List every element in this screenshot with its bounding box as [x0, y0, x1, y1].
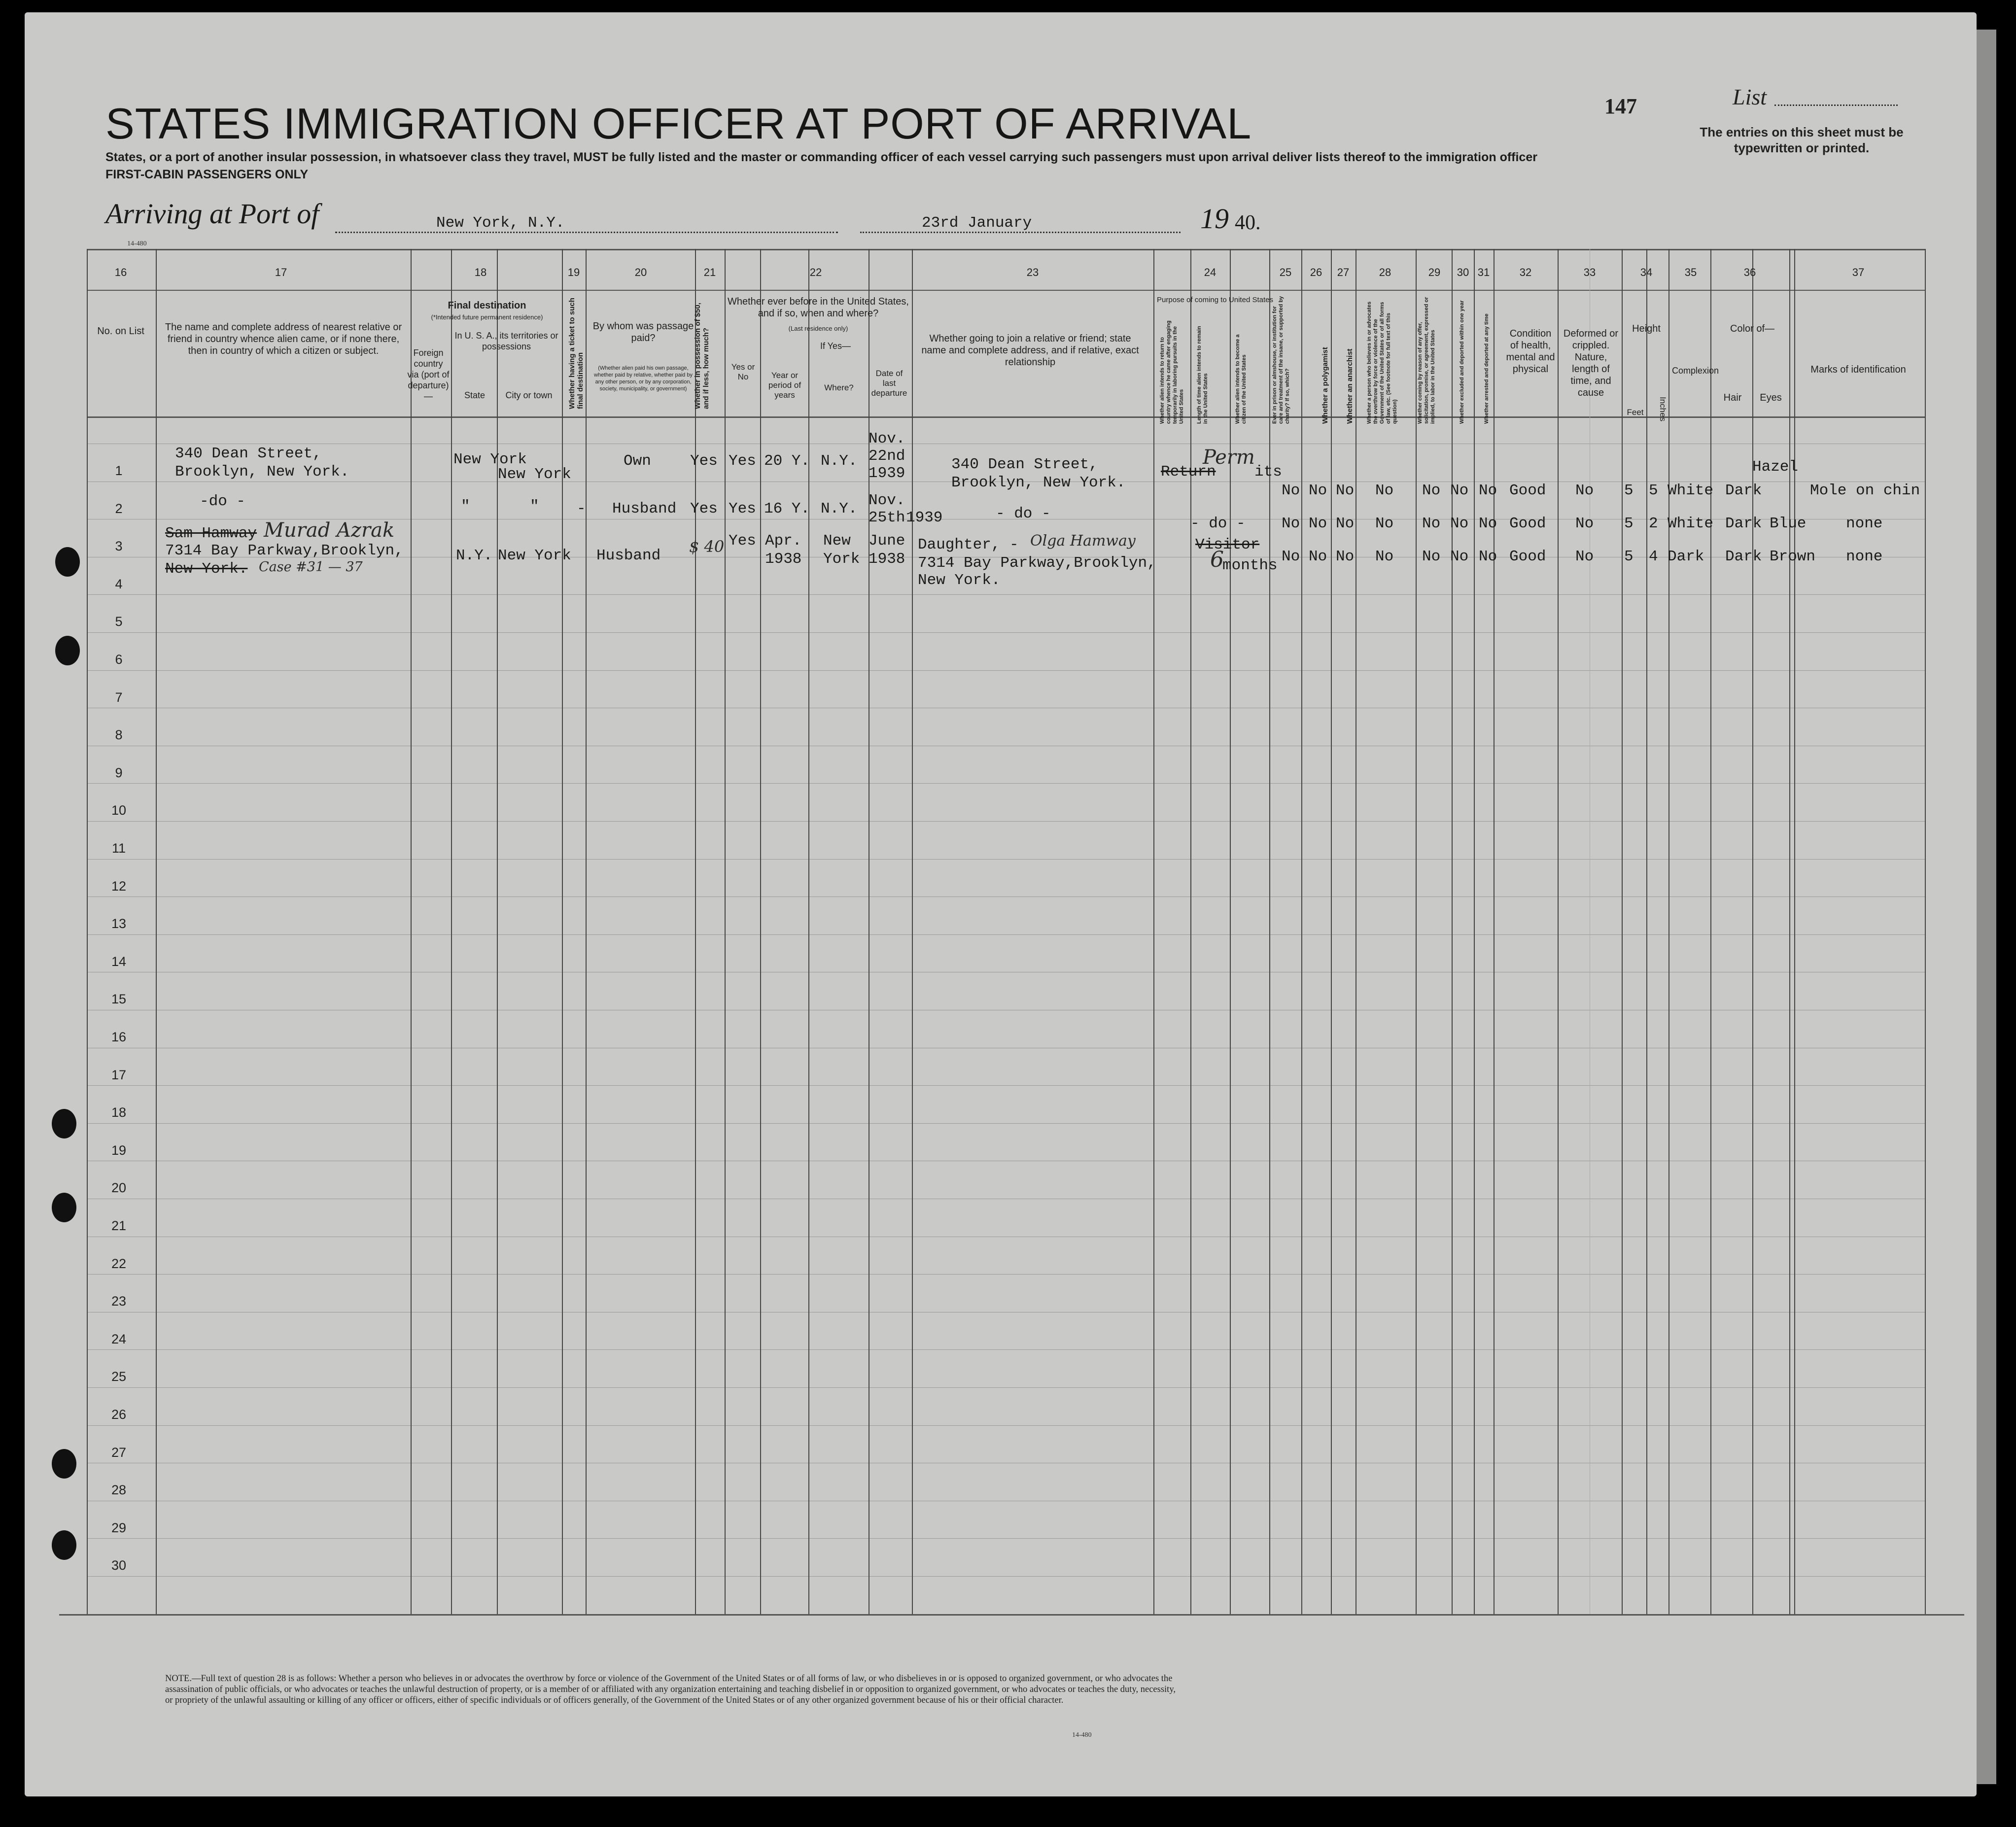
- header-last-residence: (Last residence only): [788, 325, 848, 332]
- row-number: 26: [111, 1407, 127, 1422]
- manifest-sheet: [25, 12, 1977, 1796]
- header-city: City or town: [505, 390, 553, 400]
- col-27: No: [1336, 548, 1355, 565]
- column-number: 19: [567, 266, 580, 278]
- column-number: 37: [1852, 266, 1865, 278]
- header-relative-address: The name and complete address of nearest relative or friend in country whence alien came, or if none there, then in country of which a citizen or subject.: [165, 322, 402, 356]
- departure-date-line2: 22nd: [869, 448, 905, 465]
- row-number: 23: [111, 1294, 127, 1309]
- purpose-struck: Visitor: [1195, 536, 1260, 553]
- header-complexion: Complexion: [1672, 366, 1719, 376]
- grid-top-rule: [87, 249, 1925, 250]
- join-relative-line3: New York.: [918, 572, 1001, 589]
- row-number: 17: [111, 1068, 127, 1082]
- binder-hole: [52, 1449, 76, 1479]
- row-number: 6: [115, 652, 123, 667]
- header-purpose-c: Whether alien intends to become a citizen of the United States: [1235, 334, 1247, 424]
- col-29: No: [1422, 482, 1441, 499]
- grid-column-rule: [725, 249, 726, 1614]
- column-number: 35: [1684, 266, 1697, 278]
- arrival-port: New York, N.Y.: [436, 214, 565, 232]
- row-number: 24: [111, 1332, 127, 1346]
- where-in-us-line1: New: [823, 532, 851, 550]
- header-paid-by-note: (Whether alien paid his own passage, whether paid by relative, whether paid by any other person, or by any corporation, society, municipality, or government): [594, 365, 693, 392]
- column-number: 21: [703, 266, 716, 278]
- complexion: White: [1668, 482, 1714, 499]
- header-in-usa: In U. S. A., its territories or possessions: [454, 331, 558, 351]
- grid-row-rule: [87, 1123, 1925, 1124]
- purpose-struck: Return: [1161, 463, 1216, 481]
- possession-50: Yes: [690, 500, 718, 517]
- grid-row-rule: [87, 1274, 1925, 1275]
- col-26: No: [1309, 548, 1327, 565]
- row-number: 16: [111, 1030, 127, 1044]
- identification-marks: none: [1846, 548, 1883, 565]
- join-relative: - do -: [996, 505, 1051, 522]
- binder-hole: [55, 636, 80, 665]
- row-number: 30: [111, 1558, 127, 1573]
- arrival-date: 23rd January: [922, 214, 1032, 232]
- row-number: 5: [115, 614, 123, 629]
- deformed: No: [1575, 548, 1594, 565]
- relative-address-line2: Brooklyn, New York.: [175, 463, 349, 481]
- height-inches: 5: [1649, 482, 1658, 499]
- height-feet: 5: [1624, 515, 1634, 532]
- row-number: 2: [115, 501, 123, 516]
- grid-column-rule: [1925, 249, 1926, 1614]
- column-number: 23: [1026, 266, 1039, 278]
- date-line: [860, 232, 1181, 233]
- form-number: 14-480: [127, 240, 147, 247]
- relative-address-line1: 7314 Bay Parkway,Brooklyn,: [165, 542, 404, 559]
- destination-state: N.Y.: [456, 547, 493, 564]
- join-relative-line1: Daughter, -: [918, 536, 1019, 553]
- row-number: 9: [115, 765, 123, 780]
- column-number: 16: [114, 266, 127, 278]
- grid-row-rule: [87, 1387, 1925, 1388]
- row-number: 18: [111, 1105, 127, 1120]
- column-number: 30: [1457, 266, 1469, 278]
- header-col-25: Ever in prison or almshouse, or institution for care and treatment of the insane, or supported by charity? If so, which?: [1272, 296, 1290, 424]
- grid-column-rule: [1494, 249, 1495, 1614]
- binder-hole: [52, 1530, 76, 1560]
- relative-address: -do -: [200, 493, 246, 510]
- grid-column-rule: [1794, 249, 1795, 1614]
- row-number: 4: [115, 577, 123, 591]
- grid-row-rule: [87, 594, 1925, 595]
- departure-date-line1: Nov.: [869, 492, 905, 509]
- header-col-31: Whether arrested and deported at any time: [1484, 313, 1490, 424]
- header-final-destination-note: (*Intended future permanent residence): [431, 313, 543, 321]
- health: Good: [1509, 548, 1546, 565]
- header-possession-50: Whether in possession of $50, and if less, how much?: [694, 303, 710, 409]
- col-28: No: [1375, 548, 1394, 565]
- height-feet: 5: [1624, 548, 1634, 565]
- header-deformed: Deformed or crippled. Nature, length of time, and cause: [1563, 328, 1619, 398]
- header-where: Where?: [824, 383, 854, 392]
- header-col-27: Whether an anarchist: [1346, 348, 1354, 424]
- column-number: 32: [1519, 266, 1532, 278]
- grid-bottom-rule: [59, 1614, 1964, 1616]
- grid-row-rule: [87, 1349, 1925, 1350]
- deformed: No: [1575, 482, 1594, 499]
- header-final-destination: Final destination: [448, 300, 526, 311]
- grid-column-rule: [1190, 249, 1191, 1614]
- year-suffix: 40.: [1235, 211, 1261, 234]
- form-number-footer: 14-480: [1072, 1731, 1092, 1739]
- row-number: 15: [111, 992, 127, 1006]
- hair-color: Dark: [1725, 548, 1762, 565]
- before-in-us: Yes: [729, 500, 756, 517]
- grid-column-rule: [586, 249, 587, 1614]
- eye-color: Hazel: [1752, 458, 1799, 476]
- column-number: 28: [1379, 266, 1391, 278]
- header-no-on-list: No. on List: [97, 326, 144, 337]
- possession-50-handwritten: $ 40: [689, 537, 725, 556]
- before-in-us: Yes: [729, 452, 756, 470]
- grid-row-rule: [87, 1425, 1925, 1426]
- grid-column-rule: [1646, 249, 1647, 1614]
- grid-row-rule: [87, 934, 1925, 935]
- ticket: -: [577, 500, 586, 517]
- grid-column-rule: [1301, 249, 1302, 1614]
- year-prefix: 19: [1200, 203, 1229, 235]
- grid-column-rule: [562, 249, 563, 1614]
- grid-row-rule: [87, 632, 1925, 633]
- header-col-26: Whether a polygamist: [1321, 347, 1329, 424]
- destination-state: ": [461, 498, 470, 515]
- list-number-line: [1774, 104, 1898, 106]
- footnote-question-28: NOTE.—Full text of question 28 is as follows: Whether a person who believes in or advocates the overthrow by force or violence of the Government of the United States or of all forms of law, or who disbelieves in or is opposed to organized government, or who advocates the assassination of public officials, or who advocates or teaches the unlawful destruction of property, or is a member of or affiliated with any organization entertaining and teaching disbelief in or opposition to organized government, or who advocates or teaches the duty, necessity, or propriety of the unlawful assaulting or killing of any officer or officers, either of specific individuals or of officers generally, of the Government of the United States or of any other organized government because of his or their official character.: [165, 1674, 1176, 1705]
- grid-column-rule: [1710, 249, 1711, 1614]
- passage-paid-by: Own: [624, 452, 651, 470]
- row-number: 7: [115, 690, 123, 705]
- relative-address-line1: 340 Dean Street,: [175, 445, 322, 462]
- departure-date-line1: June: [869, 532, 905, 550]
- column-number: 18: [474, 266, 487, 278]
- grid-column-rule: [760, 249, 761, 1614]
- row-number: 25: [111, 1369, 127, 1384]
- destination-city: ": [530, 498, 539, 515]
- col-27: No: [1336, 515, 1355, 532]
- grid-column-rule: [411, 249, 412, 1614]
- height-inches: 2: [1649, 515, 1658, 532]
- column-number: 22: [809, 266, 822, 278]
- join-relative-line1: 340 Dean Street,: [951, 456, 1098, 473]
- grid-column-rule: [451, 249, 452, 1614]
- grid-row-rule: [87, 1576, 1925, 1577]
- col-29: No: [1422, 548, 1441, 565]
- passage-paid-by: Husband: [612, 500, 677, 517]
- column-number: 24: [1204, 266, 1217, 278]
- col-31: No: [1479, 515, 1497, 532]
- row-number: 20: [111, 1180, 127, 1195]
- column-number: 33: [1583, 266, 1596, 278]
- grid-colnum-rule: [87, 290, 1925, 291]
- grid-column-rule: [1269, 249, 1270, 1614]
- grid-column-rule: [1153, 249, 1154, 1614]
- column-number: 29: [1428, 266, 1441, 278]
- grid-row-rule: [87, 1538, 1925, 1539]
- purpose-tail: its: [1254, 463, 1282, 481]
- where-in-us: N.Y.: [821, 500, 858, 517]
- row-number: 29: [111, 1520, 127, 1535]
- col-27: No: [1336, 482, 1355, 499]
- departure-date-line2: 25th: [869, 509, 905, 526]
- page-number: 147: [1604, 94, 1637, 118]
- column-number: 17: [275, 266, 287, 278]
- complexion: White: [1668, 515, 1714, 532]
- header-feet: Feet: [1627, 408, 1644, 417]
- departure-date-line3: 1939: [869, 465, 905, 482]
- column-number: 25: [1279, 266, 1292, 278]
- row-number: 1: [115, 463, 123, 478]
- header-yes-no: Yes or No: [731, 362, 755, 381]
- header-marks: Marks of identification: [1810, 364, 1906, 375]
- header-health: Condition of health, mental and physical: [1506, 328, 1555, 375]
- entries-note: The entries on this sheet must be typewritten or printed.: [1700, 125, 1904, 155]
- purpose-handwritten: 6: [1210, 547, 1224, 572]
- header-before-in-us: Whether ever before in the United States, and if so, when and where?: [728, 296, 909, 319]
- purpose-tail: months: [1222, 557, 1278, 574]
- header-paid-by: By whom was passage paid?: [592, 321, 694, 344]
- grid-column-rule: [1622, 249, 1623, 1614]
- arriving-label: Arriving at Port of: [105, 198, 319, 230]
- years-in-us-line1: Apr.: [765, 532, 802, 550]
- binder-hole: [52, 1109, 76, 1138]
- deformed: No: [1575, 515, 1594, 532]
- where-in-us-line2: York: [823, 551, 860, 568]
- grid-column-rule: [1752, 249, 1753, 1614]
- grid-row-rule: [87, 896, 1925, 897]
- departure-date-line2: 1938: [869, 551, 905, 568]
- possession-50: Yes: [690, 452, 718, 470]
- years-in-us: 20 Y.: [764, 452, 810, 470]
- header-inches: Inches: [1658, 397, 1668, 422]
- eye-color: Blue: [1770, 515, 1807, 532]
- grid-row-rule: [87, 859, 1925, 860]
- grid-column-rule: [1474, 249, 1475, 1614]
- join-relative-line2: 7314 Bay Parkway,Brooklyn,: [918, 554, 1156, 572]
- column-number: 36: [1743, 266, 1756, 278]
- row-number: 19: [111, 1143, 127, 1158]
- col-28: No: [1375, 482, 1394, 499]
- column-number: 26: [1310, 266, 1322, 278]
- identification-marks: none: [1846, 515, 1883, 532]
- header-col-30: Whether excluded and deported within one year: [1459, 300, 1465, 424]
- header-if-yes: If Yes—: [820, 341, 851, 351]
- join-relative-handwritten: Olga Hamway: [1030, 532, 1136, 550]
- relative-address-line2: New York.: [165, 560, 248, 578]
- port-line: [335, 232, 838, 233]
- header-purpose: Purpose of coming to United States: [1157, 296, 1273, 304]
- row-number: 3: [115, 539, 123, 553]
- row-number: 28: [111, 1482, 127, 1497]
- grid-column-rule: [1668, 249, 1669, 1614]
- header-year-period: Year or period of years: [768, 371, 801, 400]
- col-29: No: [1422, 515, 1441, 532]
- col-31: No: [1479, 482, 1497, 499]
- departure-date-line1: Nov.: [869, 430, 905, 448]
- destination-state: New York: [453, 451, 527, 468]
- col-26: No: [1309, 515, 1327, 532]
- destination-city: New York: [498, 547, 571, 564]
- header-state: State: [464, 390, 486, 400]
- col-30: No: [1450, 482, 1469, 499]
- header-col-29: Whether coming by reason of any offer, solicitation, promise, or agreement, expressed or implied, to labor in the United States: [1417, 297, 1436, 424]
- complexion: Dark: [1668, 548, 1704, 565]
- header-ticket: Whether having a ticket to such final destination: [568, 298, 585, 409]
- col-25: No: [1282, 548, 1300, 565]
- adjacent-page-edge: [1977, 30, 1996, 1784]
- header-color-of: Color of—: [1730, 323, 1775, 334]
- before-in-us: Yes: [729, 532, 756, 550]
- header-purpose-a: Whether alien intends to return to country whence he came after engaging temporarily in laboring pursuits in the United States: [1159, 320, 1184, 424]
- destination-city: New York: [498, 466, 571, 483]
- page-title: STATES IMMIGRATION OFFICER AT PORT OF ARRIVAL: [105, 99, 1252, 148]
- row-number: 27: [111, 1445, 127, 1460]
- row-number: 22: [111, 1256, 127, 1271]
- grid-row-rule: [87, 1085, 1925, 1086]
- purpose-handwritten: Perm: [1203, 446, 1255, 469]
- header-height: Height: [1632, 323, 1661, 334]
- grid-column-rule: [1789, 249, 1790, 1614]
- row-number: 8: [115, 727, 123, 742]
- grid-column-rule: [1331, 249, 1332, 1614]
- column-number: 20: [634, 266, 647, 278]
- col-25: No: [1282, 482, 1300, 499]
- row-number: 13: [111, 916, 127, 931]
- header-date-last-departure: Date of last departure: [871, 369, 907, 398]
- height-inches: 4: [1649, 548, 1658, 565]
- row-number: 21: [111, 1218, 127, 1233]
- health: Good: [1509, 515, 1546, 532]
- hair-color: Dark: [1725, 515, 1762, 532]
- header-foreign-country: Foreign country via (port of departure)—: [407, 348, 450, 401]
- header-join-relative: Whether going to join a relative or friend; state name and complete address, and if relative, exact relationship: [921, 333, 1139, 368]
- where-in-us: N.Y.: [821, 452, 858, 470]
- join-relative-line2: Brooklyn, New York.: [951, 474, 1126, 491]
- years-in-us: 16 Y.: [764, 500, 810, 517]
- passage-paid-by: Husband: [596, 547, 661, 564]
- health: Good: [1509, 482, 1546, 499]
- list-label: List: [1733, 84, 1767, 109]
- relative-name-handwritten: Murad Azrak: [264, 519, 395, 542]
- col-30: No: [1450, 515, 1469, 532]
- grid-column-rule: [156, 249, 157, 1614]
- column-number: 34: [1640, 266, 1653, 278]
- first-cabin-line: FIRST-CABIN PASSENGERS ONLY: [105, 168, 309, 181]
- purpose: - do -: [1190, 515, 1246, 532]
- col-31: No: [1479, 548, 1497, 565]
- col-30: No: [1450, 548, 1469, 565]
- binder-hole: [52, 1193, 76, 1222]
- grid-column-rule: [912, 249, 913, 1614]
- header-col-28: Whether a person who believes in or advocates the overthrow by force or violence of the Government of the United States or of all forms of law, etc. (See footnote for full text of this question): [1366, 301, 1398, 424]
- row-number: 11: [111, 841, 126, 856]
- header-hair: Hair: [1723, 392, 1742, 403]
- col-25: No: [1282, 515, 1300, 532]
- binder-hole: [55, 547, 80, 577]
- row-number: 10: [111, 803, 127, 818]
- col-28: No: [1375, 515, 1394, 532]
- grid-column-rule: [1558, 249, 1559, 1614]
- hair-color: Dark: [1725, 482, 1762, 499]
- row-number: 14: [111, 954, 127, 969]
- instructions-line: States, or a port of another insular possession, in whatsoever class they travel, MUST be fully listed and the master or commanding officer of each vessel carrying such passengers must upon arrival deliver lists thereof to the immigration officer: [105, 150, 1537, 164]
- eye-color: Brown: [1770, 548, 1816, 565]
- header-purpose-b: Length of time alien intends to remain in the United States: [1196, 326, 1209, 424]
- column-number: 27: [1337, 266, 1350, 278]
- case-number-handwritten: Case #31 — 37: [259, 559, 363, 575]
- column-number: 31: [1477, 266, 1490, 278]
- col-26: No: [1309, 482, 1327, 499]
- years-in-us-line2: 1938: [765, 551, 802, 568]
- departure-date-line3: 1939: [906, 509, 943, 526]
- header-eyes: Eyes: [1760, 392, 1782, 403]
- height-feet: 5: [1624, 482, 1634, 499]
- identification-marks: Mole on chin: [1810, 482, 1920, 499]
- relative-name-struck: Sam Hamway: [165, 525, 257, 542]
- grid-column-rule: [1416, 249, 1417, 1614]
- grid-row-rule: [87, 783, 1925, 784]
- grid-row-rule: [87, 670, 1925, 671]
- row-number: 12: [111, 879, 127, 894]
- grid-row-rule: [87, 821, 1925, 822]
- grid-column-rule: [1452, 249, 1453, 1614]
